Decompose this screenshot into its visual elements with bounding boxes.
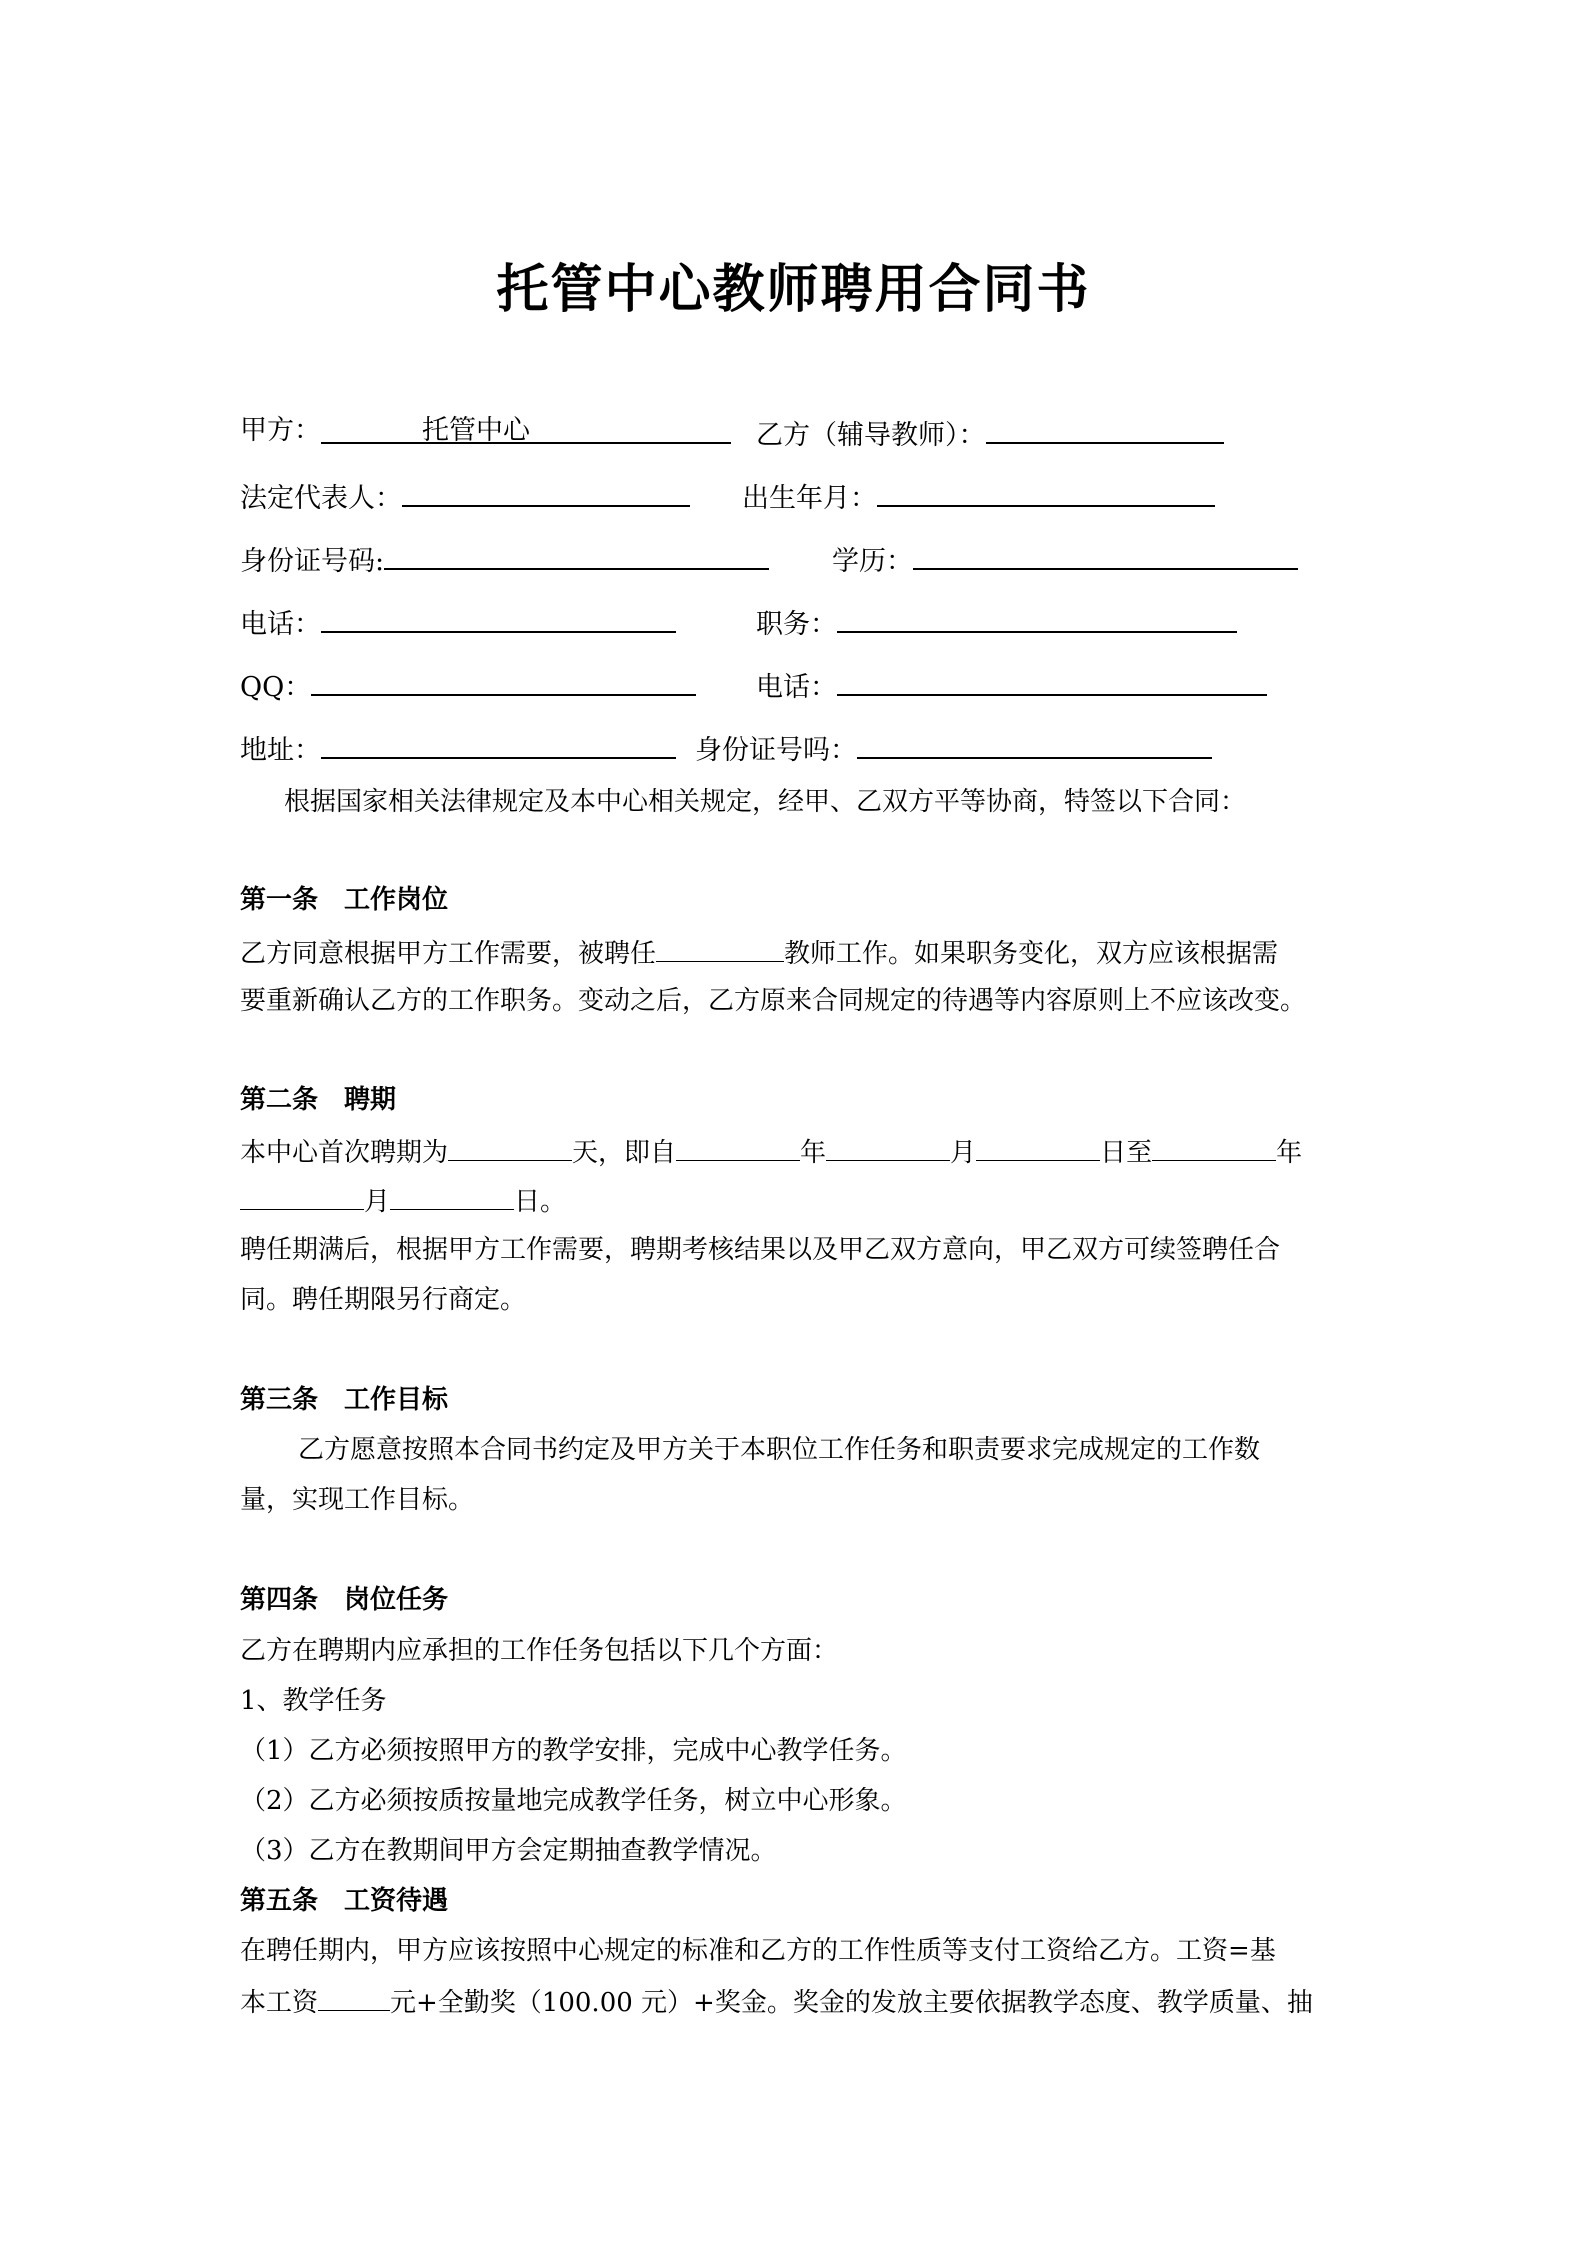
art2-line3: 聘任期满后，根据甲方工作需要，聘期考核结果以及甲乙双方意向，甲乙双方可续签聘任合	[240, 1235, 1281, 1265]
party-a-field[interactable]	[321, 414, 731, 444]
birth-field[interactable]	[877, 477, 1215, 507]
art1-line2: 要重新确认乙方的工作职务。变动之后，乙方原来合同规定的待遇等内容原则上不应该改变。	[240, 986, 1307, 1016]
id2-row	[695, 729, 1212, 768]
art5-line2	[240, 1984, 1313, 2020]
phone-label: 电话：	[240, 609, 321, 640]
party-a-row	[240, 414, 731, 448]
art5-text-b: 元+全勤奖（100.00 元）+奖金。奖金的发放主要依据教学态度、教学质量、抽	[390, 1988, 1313, 2018]
art4-item3: （3）乙方在教期间甲方会定期抽查教学情况。	[240, 1836, 777, 1866]
position-row	[756, 603, 1237, 642]
id-field[interactable]	[384, 540, 769, 570]
id2-field[interactable]	[857, 729, 1212, 759]
intro-paragraph: 根据国家相关法律规定及本中心相关规定，经甲、乙双方平等协商，特签以下合同：	[284, 787, 1247, 817]
phone-field[interactable]	[321, 603, 676, 633]
address-row	[240, 729, 676, 768]
end-year-blank[interactable]	[1152, 1134, 1276, 1161]
edu-field[interactable]	[913, 540, 1298, 570]
id-row	[240, 540, 769, 579]
birth-label: 出生年月：	[742, 483, 877, 514]
art2-p7: 月	[364, 1187, 391, 1217]
address-field[interactable]	[321, 729, 676, 759]
birth-row	[742, 477, 1215, 516]
phone2-row	[756, 666, 1267, 705]
qq-label: QQ：	[240, 672, 312, 703]
art2-p4: 月	[950, 1138, 977, 1168]
art1-text-b: 教师工作。如果职务变化，双方应该根据需	[784, 939, 1279, 969]
art2-p6: 年	[1276, 1138, 1303, 1168]
art2-p5: 日至	[1100, 1138, 1153, 1168]
art2-p1: 本中心首次聘期为	[240, 1138, 449, 1168]
art1-line1	[240, 935, 1278, 971]
base-salary-blank[interactable]	[318, 1984, 390, 2011]
id-label: 身份证号码:	[240, 546, 385, 577]
art1-text-a: 乙方同意根据甲方工作需要，被聘任	[240, 939, 657, 969]
party-b-field[interactable]	[986, 414, 1224, 444]
art1-heading: 第一条 工作岗位	[240, 885, 449, 915]
art2-p2: 天，即自	[572, 1138, 677, 1168]
start-day-blank[interactable]	[976, 1134, 1100, 1161]
phone2-field[interactable]	[837, 666, 1267, 696]
legal-rep-field[interactable]	[402, 477, 690, 507]
art3-heading: 第三条 工作目标	[240, 1385, 449, 1415]
id2-label: 身份证号吗：	[695, 735, 857, 766]
art5-text-a: 本工资	[240, 1988, 319, 2018]
art4-item2: （2）乙方必须按质按量地完成教学任务，树立中心形象。	[240, 1786, 907, 1816]
edu-row	[832, 540, 1298, 579]
party-a-value: 托管中心	[422, 415, 530, 446]
position-label: 职务：	[756, 609, 837, 640]
term-days-blank[interactable]	[448, 1134, 572, 1161]
art4-heading: 第四条 岗位任务	[240, 1585, 449, 1615]
art4-line2: 1、教学任务	[240, 1686, 387, 1716]
legal-rep-label: 法定代表人：	[240, 483, 402, 514]
address-label: 地址：	[240, 735, 321, 766]
party-b-label: 乙方（辅导教师）：	[756, 420, 986, 451]
art2-p8: 日。	[514, 1187, 567, 1217]
phone2-label: 电话：	[756, 672, 837, 703]
art3-line2: 量，实现工作目标。	[240, 1485, 475, 1515]
party-a-label: 甲方：	[240, 415, 321, 446]
art2-line2	[240, 1183, 566, 1219]
art4-item1: （1）乙方必须按照甲方的教学安排，完成中心教学任务。	[240, 1736, 907, 1766]
art3-line1: 乙方愿意按照本合同书约定及甲方关于本职位工作任务和职责要求完成规定的工作数	[298, 1435, 1261, 1465]
phone-row	[240, 603, 676, 642]
art1-blank[interactable]	[656, 935, 784, 962]
end-month-blank[interactable]	[240, 1183, 364, 1210]
edu-label: 学历：	[832, 546, 913, 577]
art5-line1: 在聘任期内，甲方应该按照中心规定的标准和乙方的工作性质等支付工资给乙方。工资=基	[240, 1936, 1276, 1966]
end-day-blank[interactable]	[390, 1183, 514, 1210]
qq-row	[240, 666, 696, 705]
art2-line4: 同。聘任期限另行商定。	[240, 1285, 527, 1315]
document-title: 托管中心教师聘用合同书	[496, 260, 1091, 320]
art2-line1	[240, 1134, 1302, 1170]
party-b-row	[756, 414, 1224, 453]
qq-field[interactable]	[311, 666, 696, 696]
art4-line1: 乙方在聘期内应承担的工作任务包括以下几个方面：	[240, 1636, 839, 1666]
art5-heading: 第五条 工资待遇	[240, 1886, 449, 1916]
position-field[interactable]	[837, 603, 1237, 633]
start-month-blank[interactable]	[826, 1134, 950, 1161]
art2-heading: 第二条 聘期	[240, 1085, 397, 1115]
start-year-blank[interactable]	[676, 1134, 800, 1161]
legal-rep-row	[240, 477, 690, 516]
art2-p3: 年	[800, 1138, 827, 1168]
